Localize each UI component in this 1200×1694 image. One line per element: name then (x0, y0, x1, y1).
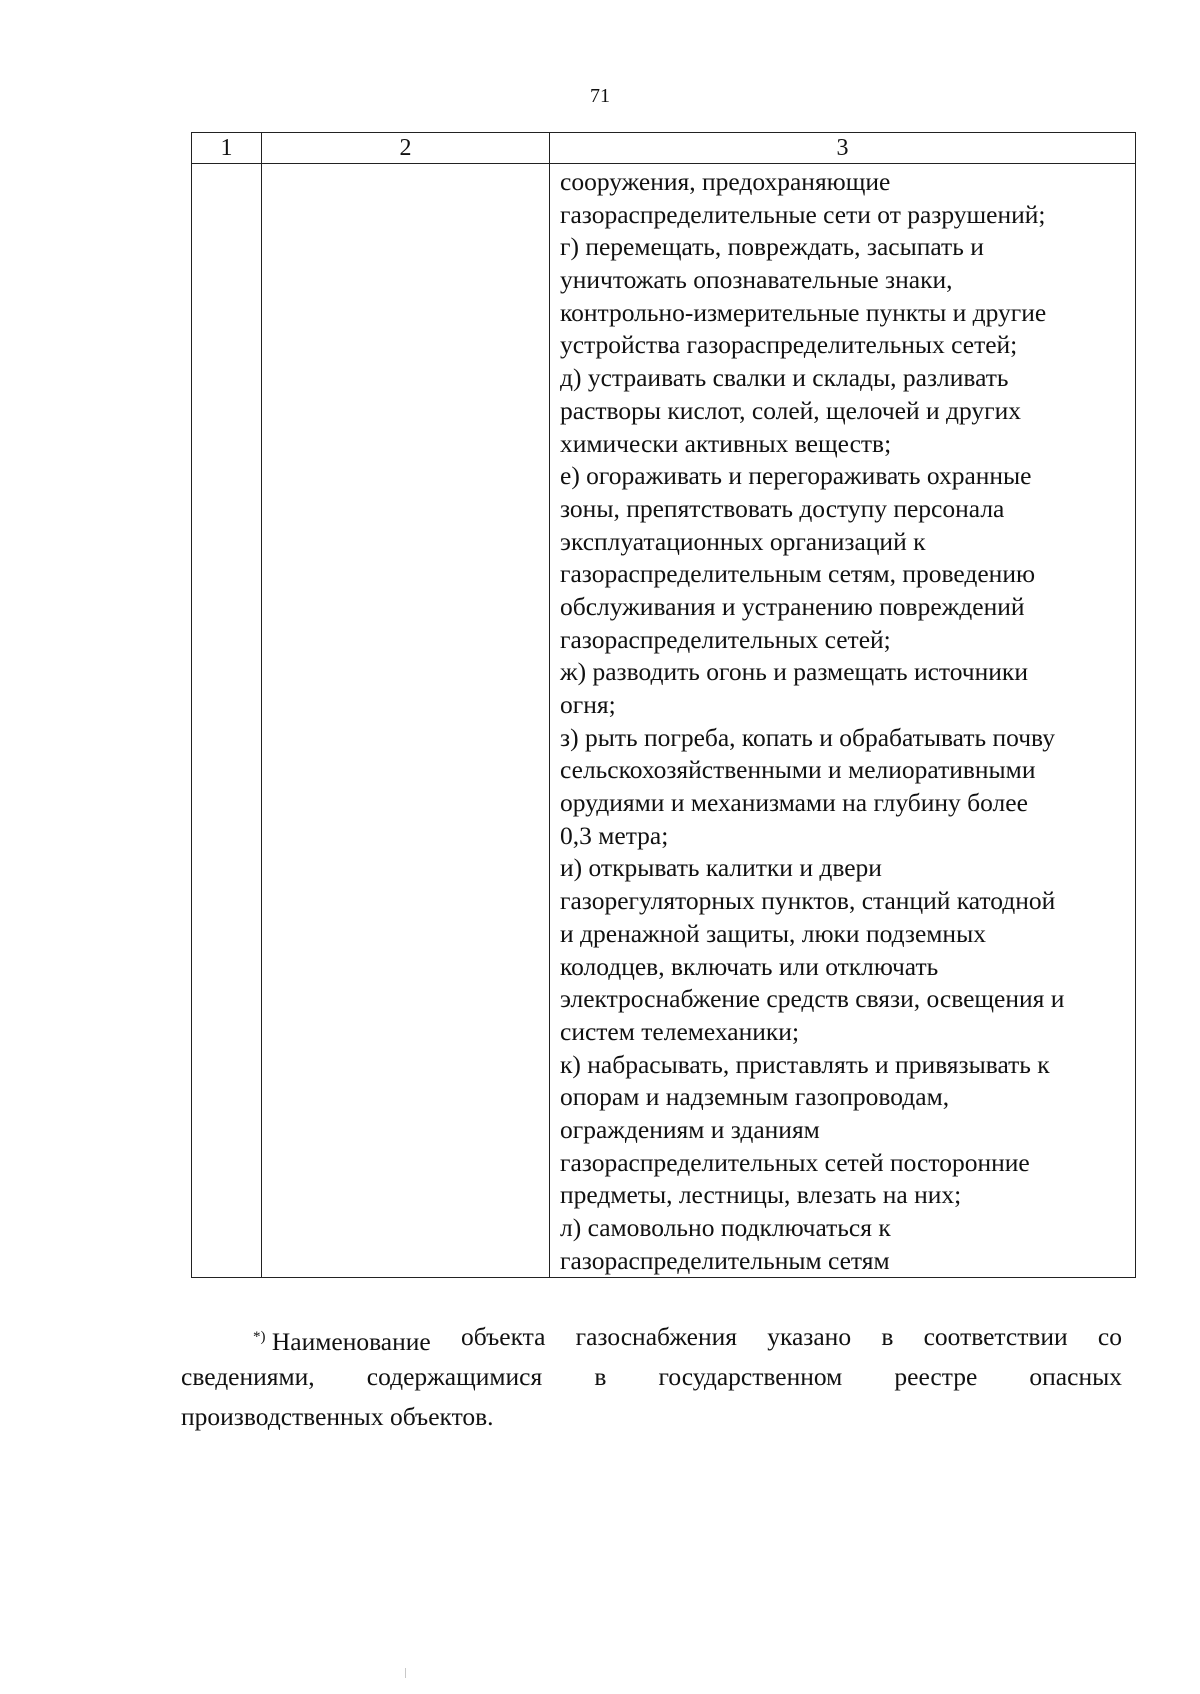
list-item: опорам и надземным газопроводам, (560, 1082, 950, 1112)
list-item: газораспределительных сетей; (560, 624, 891, 654)
footnote-word: сведениями, (181, 1362, 315, 1391)
list-item: сельскохозяйственными и мелиоративными (560, 755, 1036, 785)
column-header-2: 2 (262, 133, 550, 164)
list-item: г) перемещать, повреждать, засыпать и (560, 232, 984, 262)
page-number: 71 (590, 85, 610, 107)
footnote-word: газоснабжения (575, 1322, 737, 1351)
list-item: систем телемеханики; (560, 1016, 800, 1046)
list-item: ограждениям и зданиям (560, 1114, 820, 1144)
footnote-first-word (253, 1317, 431, 1357)
list-item: газораспределительным сетям (560, 1245, 890, 1275)
list-item: обслуживания и устранению повреждений (560, 591, 1025, 621)
column-header-1: 1 (192, 133, 262, 164)
footnote-word: в (881, 1322, 894, 1351)
list-item: колодцев, включать или отключать (560, 951, 939, 981)
footnote-word: Наименование (271, 1327, 431, 1356)
list-item: контрольно-измерительные пункты и другие (560, 297, 1047, 327)
table-row (192, 164, 1136, 1278)
list-item: эксплуатационных организаций к (560, 526, 926, 556)
list-item: 0,3 метра; (560, 820, 669, 850)
column-1-cell (192, 164, 262, 1278)
footnote-word: соответствии (923, 1322, 1068, 1351)
list-item: е) огораживать и перегораживать охранные (560, 461, 1032, 491)
footnote-marker: *) (253, 1329, 266, 1345)
list-item: и) открывать калитки и двери (560, 853, 882, 883)
column-3-cell (550, 164, 1136, 1278)
table-header-row (192, 133, 1136, 164)
list-item: зоны, препятствовать доступу персонала (560, 493, 1005, 523)
list-item: сооружения, предохраняющие (560, 167, 891, 196)
list-item: л) самовольно подключаться к (560, 1213, 891, 1242)
list-item: ж) разводить огонь и размещать источники (560, 657, 1028, 687)
footnote-line-3: производственных объектов. (181, 1402, 494, 1431)
list-item: орудиями и механизмами на глубину более (560, 788, 1028, 818)
list-item: и дренажной защиты, люки подземных (560, 918, 986, 948)
list-item: з) рыть погреба, копать и обрабатывать почву (560, 722, 1055, 752)
footnote-word: в (594, 1362, 607, 1391)
column-2-cell (262, 164, 550, 1278)
footnote-word: объекта (460, 1322, 546, 1351)
scan-speck (405, 1668, 406, 1678)
footnote-line-1 (181, 1317, 1122, 1357)
footnote-word: реестре (894, 1362, 978, 1391)
footnote-word: указано (767, 1322, 852, 1351)
prohibitions-list (550, 164, 1135, 1277)
list-item: электроснабжение средств связи, освещения и (560, 984, 1065, 1014)
list-item: газорегуляторных пунктов, станций катодной (560, 886, 1056, 916)
list-item: к) набрасывать, приставлять и привязывать к (560, 1049, 1050, 1079)
footnote (181, 1317, 1122, 1437)
list-item: растворы кислот, солей, щелочей и других (560, 395, 1021, 425)
list-item: химически активных веществ; (560, 428, 892, 458)
footnote-word: содержащимися (366, 1362, 543, 1391)
regulation-table (191, 132, 1136, 1278)
list-item: огня; (560, 690, 616, 719)
footnote-line-2 (181, 1357, 1122, 1397)
list-item: устройства газораспределительных сетей; (560, 330, 1018, 360)
list-item: уничтожать опознавательные знаки, (560, 265, 953, 295)
list-item: газораспределительным сетям, проведению (560, 559, 1036, 589)
list-item: газораспределительных сетей посторонние (560, 1147, 1030, 1177)
footnote-word: со (1097, 1322, 1122, 1351)
column-header-3: 3 (550, 133, 1136, 164)
footnote-word: государственном (658, 1362, 843, 1391)
footnote-word: опасных (1029, 1362, 1122, 1391)
list-item: газораспределительные сети от разрушений; (560, 199, 1046, 229)
list-item: д) устраивать свалки и склады, разливать (560, 363, 1009, 393)
list-item: предметы, лестницы, влезать на них; (560, 1180, 962, 1210)
